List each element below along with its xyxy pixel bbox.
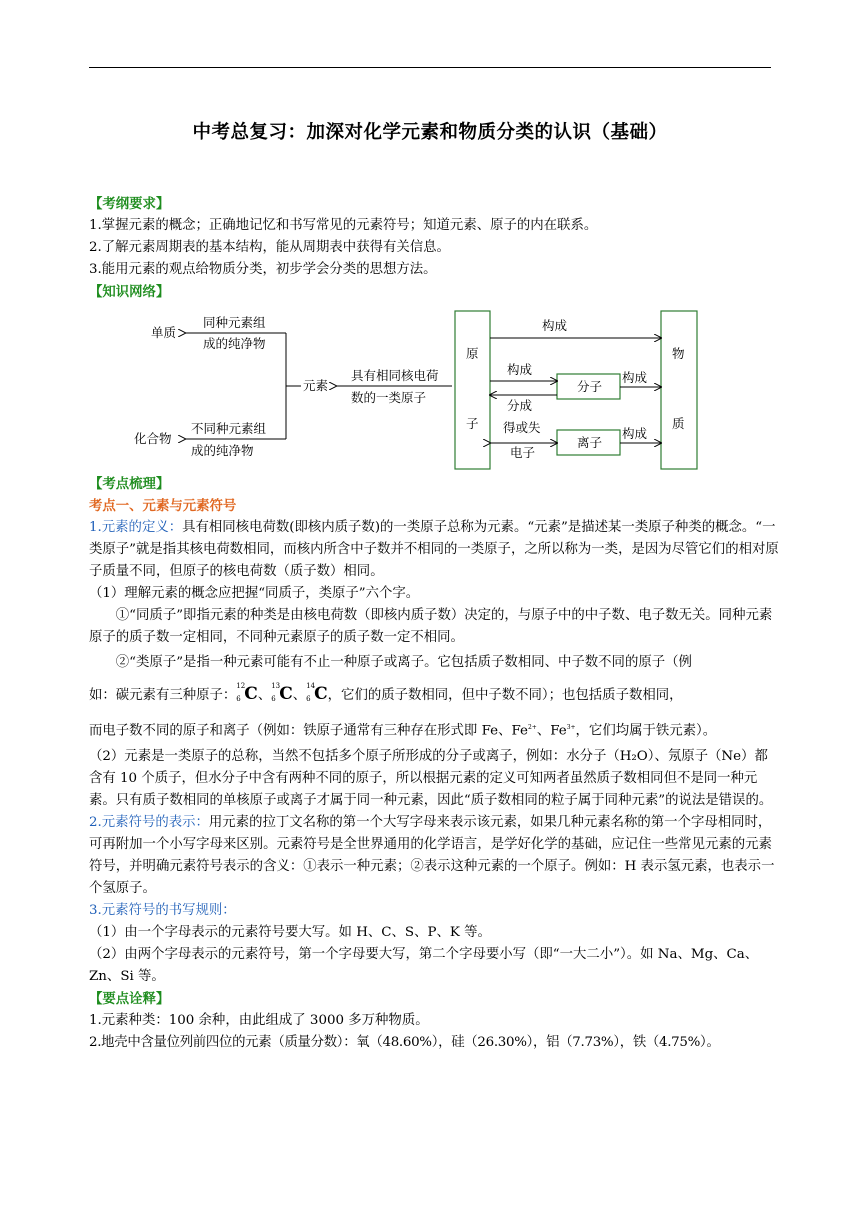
label-goucheng-ion-right: 构成 [622, 426, 648, 441]
carbon-symbol: C [314, 684, 328, 704]
label-symbol: 2.元素符号的表示： [89, 815, 209, 831]
isotope-intro: 如：碳元素有三种原子： [89, 688, 237, 703]
label-goucheng-top: 构成 [542, 318, 568, 333]
label-def-2: 数的一类原子 [351, 390, 427, 405]
paragraph: （2）由两个字母表示的元素符号，第一个字母要大写，第二个字母要小写（即“一大二小”）。如 Na、Mg、Ca、Zn、Si 等。 [89, 947, 759, 985]
isotope-c14: 14 6 [306, 682, 316, 703]
paragraph: （1）由一个字母表示的元素符号要大写。如 H、C、S、P、K 等。 [89, 925, 491, 941]
paragraph: ①“同质子”即指元素的种类是由核电荷数（即核内质子数）决定的，与原子中的中子数、电子数无关。同种元素原子的质子数一定相同，不同种元素原子的质子数一定不相同。 [89, 608, 773, 645]
label-same-elem-1: 同种元素组 [203, 315, 266, 330]
label-deshi-2: 电子 [510, 445, 536, 460]
definition-text: 具有相同核电荷数(即核内质子数)的一类原子总称为元素。“元素”是描述某一类原子种类的概念。“一类原子”就是指其核电荷数相同，而核内所含中子数并不相同的一类原子，之所以称为一类，是因为尽管它们的相对原子质量不同，但原子的核电荷数（质子数）相同。 [89, 520, 779, 579]
paragraph: （1）理解元素的概念应把握“同质子，类原子”六个字。 [89, 586, 420, 601]
label-yuansu: 元素 [303, 378, 329, 393]
ydqs-item: 2.地壳中含量位列前四位的元素（质量分数）：氧（48.60%），硅（26.30%），铝（7.73%），铁（4.75%）。 [89, 1035, 720, 1051]
label-diff-elem-2: 成的纯净物 [191, 443, 254, 458]
label-definition: 1.元素的定义： [89, 520, 183, 535]
ydqs-item: 1.元素种类：100 余种，由此组成了 3000 多万种物质。 [89, 1013, 429, 1029]
label-lizi: 离子 [577, 435, 603, 450]
isotope-c12: 12 6 [236, 682, 246, 703]
label-zi: 子 [466, 416, 479, 431]
label-def-1: 具有相同核电荷 [351, 368, 439, 383]
heading-kdsl: 【考点梳理】 [89, 476, 170, 492]
label-diff-elem-1: 不同种元素组 [191, 421, 267, 436]
label-wu: 物 [672, 346, 685, 361]
label-deshi-1: 得或失 [503, 420, 541, 435]
label-danzhi: 单质 [151, 325, 177, 340]
document-body [89, 193, 779, 1054]
fe3-charge: 3+ [566, 724, 576, 731]
carbon-symbol: C [244, 684, 258, 704]
kgyq-item: 1.掌握元素的概念；正确地记忆和书写常见的元素符号；知道元素、原子的内在联系。 [89, 218, 598, 233]
paragraph-symbol [89, 812, 779, 900]
label-goucheng-mol: 构成 [507, 362, 533, 377]
paragraph-definition [89, 517, 779, 583]
header-rule [89, 67, 771, 68]
heading-kgyq: 【考纲要求】 [89, 196, 170, 212]
kgyq-item: 3.能用元素的观点给物质分类，初步学会分类的思想方法。 [89, 262, 437, 277]
isotope-outro: ，它们的质子数相同，但中子数不同）；也包括质子数相同， [327, 688, 683, 703]
kaodian-1-heading: 考点一、元素与元素符号 [89, 498, 237, 514]
paragraph-iron: 而电子数不同的原子和离子（例如：铁原子通常有三种存在形式即 Fe、$Fe^{2+}$、$Fe^{3+}$，它们均属于铁元素）。 [89, 723, 717, 739]
paragraph-isotopes: 如：碳元素有三种原子： 12 6 C、 13 6 C、 14 6 C，它们的质子数相同，但中子数不同）；也包括质子数相同， [89, 682, 683, 704]
symbol-text: 用元素的拉丁文名称的第一个大写字母来表示该元素，如果几种元素名称的第一个字母相同时，可再附加一个小写字母来区别。元素符号是全世界通用的化学语言，是学好化学的基础，应记住一些常见元素的元素符号，并明确元素符号表示的含义：①表示一种元素；②表示这种元素的一个原子。例如：H 表示氢元素，也表示一个氢原子。 [89, 815, 775, 897]
label-zhi: 质 [672, 416, 685, 431]
heading-ydqs: 【要点诠释】 [89, 991, 170, 1008]
knowledge-network-diagram [89, 303, 779, 473]
heading-zswl: 【知识网络】 [89, 284, 170, 300]
label-fencheng: 分成 [507, 398, 533, 413]
paragraph: ②“类原子”是指一种元素可能有不止一种原子或离子。它包括质子数相同、中子数不同的原子（例 [115, 655, 692, 670]
paragraph: （2）元素是一类原子的总称，当然不包括多个原子所形成的分子或离子，例如：水分子（H₂O）、氖原子（Ne）都含有 10 个质子，但水分子中含有两种不同的原子，所以根据元素的定义可知两者虽然质子数相同但不是同一种元素。只有质子数相同的单核原子或离子才属于同一种元素，因此“质子数相同的粒子属于同种元素”的说法是错误的。 [89, 749, 773, 809]
page-title: 中考总复习：加深对化学元素和物质分类的认识（基础） [192, 122, 668, 143]
label-same-elem-2: 成的纯净物 [203, 336, 266, 351]
carbon-symbol: C [279, 684, 293, 704]
label-yuan: 原 [466, 346, 479, 361]
label-writing-rules: 3.元素符号的书写规则： [89, 903, 236, 919]
label-fenzi: 分子 [577, 379, 603, 394]
kgyq-item: 2.了解元素周期表的基本结构，能从周期表中获得有关信息。 [89, 240, 450, 255]
isotope-c13: 13 6 [271, 682, 281, 703]
label-huahewu: 化合物 [134, 431, 172, 446]
fe2-charge: 2+ [527, 724, 537, 731]
label-goucheng-mol-right: 构成 [622, 370, 648, 385]
